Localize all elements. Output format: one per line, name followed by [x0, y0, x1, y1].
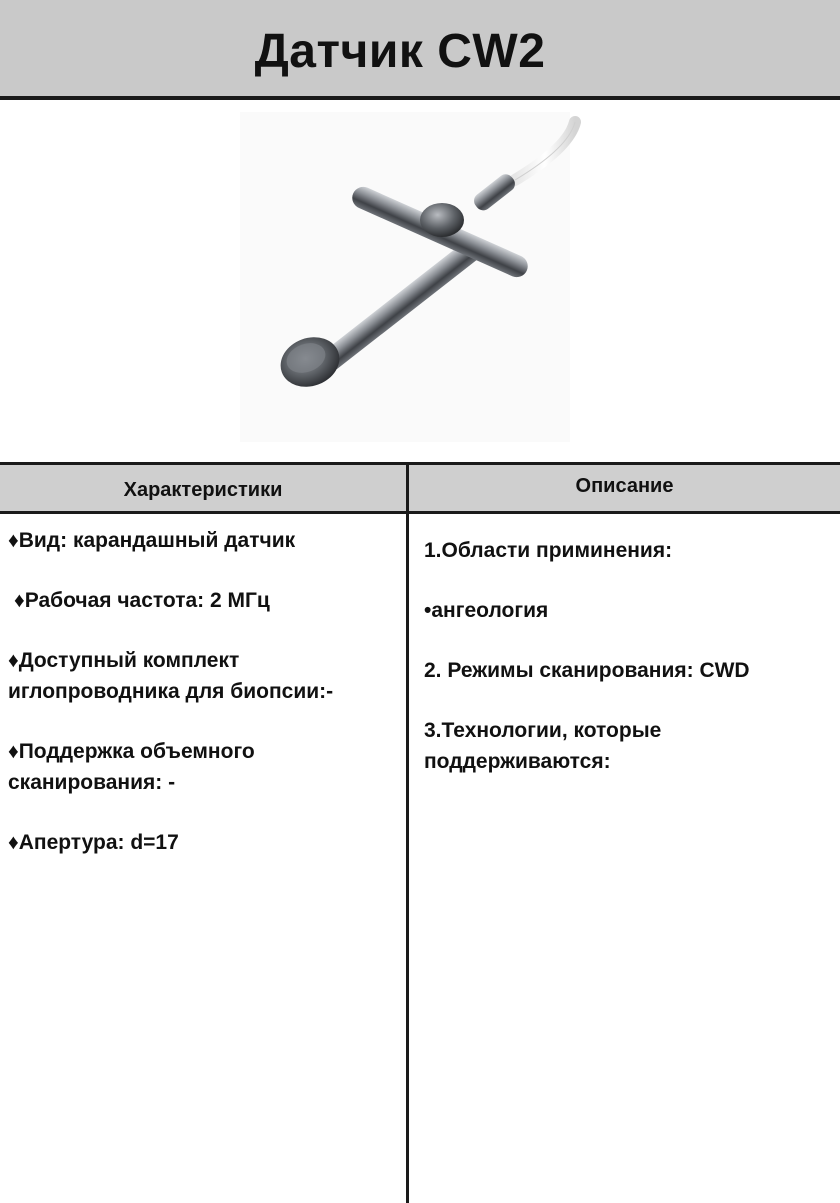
characteristics-cell	[8, 525, 402, 887]
spec-table	[0, 462, 840, 1203]
description-cell	[424, 535, 834, 806]
spec-item-volume-scan: ♦Поддержка объемного сканирования: -	[8, 740, 255, 794]
desc-item-angiology: •ангеология	[424, 599, 549, 622]
table-header-row	[0, 465, 840, 514]
desc-item-applications: 1.Области приминения:	[424, 539, 673, 562]
title-bar	[0, 0, 840, 100]
desc-item-scan-modes: 2. Режимы сканирования: CWD	[424, 659, 750, 682]
header-description: Описание	[575, 475, 674, 497]
probe-photo	[230, 112, 590, 452]
column-divider	[406, 465, 409, 1203]
desc-item-technologies: 3.Технологии, которые поддерживаются:	[424, 719, 662, 773]
spec-item-frequency: ♦Рабочая частота: 2 МГц	[14, 589, 270, 612]
header-characteristics: Характеристики	[123, 479, 283, 501]
spec-item-biopsy-kit: ♦Доступный комплект иглопроводника для биопсии:-	[8, 649, 334, 703]
spec-item-aperture: ♦Апертура: d=17	[8, 831, 179, 854]
page-title: Датчик CW2	[254, 25, 546, 78]
spec-item-type: ♦Вид: карандашный датчик	[8, 529, 296, 552]
